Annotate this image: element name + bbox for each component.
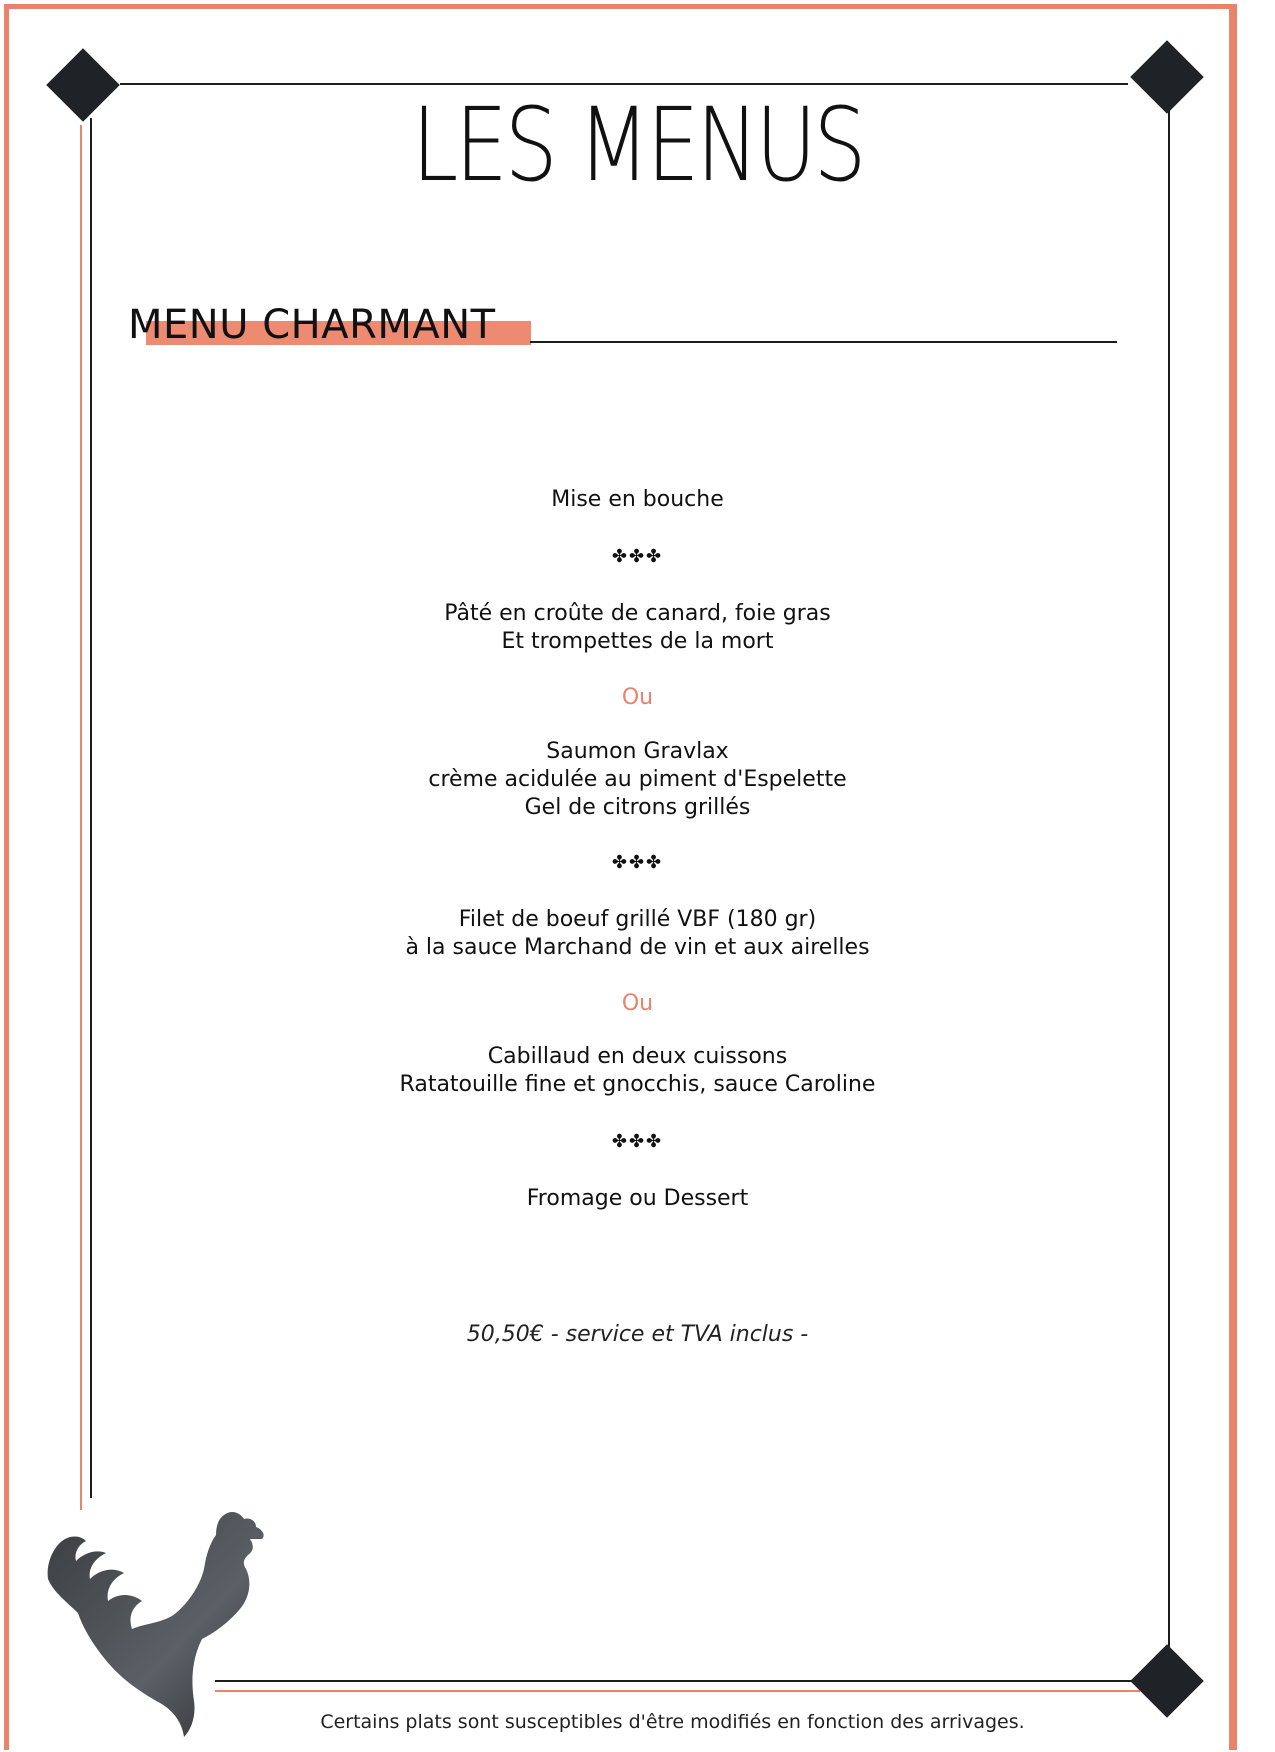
section-title: MENU CHARMANT (128, 302, 496, 348)
or-label-1: Ou (621, 685, 654, 710)
course-finish (0, 1185, 1275, 1213)
separator-1: ✤✤✤ (611, 546, 664, 567)
starter-1-line-2: Et trompettes de la mort (501, 629, 774, 654)
rooster-silhouette-icon (44, 1505, 294, 1740)
section-rule (530, 341, 1117, 343)
starter-2-line-2: crème acidulée au piment d'Espelette (428, 767, 847, 792)
outer-frame (4, 4, 1237, 1750)
starter-1-line-1: Pâté en croûte de canard, foie gras (444, 601, 831, 626)
footer-note: Certains plats sont susceptibles d'être modifiés en fonction des arrivages. (320, 1711, 1025, 1733)
main-2-line-1: Cabillaud en deux cuissons (487, 1044, 788, 1069)
top-rule (120, 83, 1128, 85)
course-main-2 (0, 1043, 1275, 1099)
main-2-line-2: Ratatouille fine et gnocchis, sauce Caroline (399, 1072, 876, 1097)
course-amuse (0, 486, 1275, 514)
bottom-rule (215, 1680, 1140, 1682)
separator-2: ✤✤✤ (611, 852, 664, 873)
bottom-accent-rule (215, 1690, 1140, 1692)
finish-text: Fromage ou Dessert (526, 1186, 749, 1211)
starter-2-line-3: Gel de citrons grillés (524, 795, 751, 820)
right-rule (1168, 108, 1170, 1648)
price-line: 50,50€ - service et TVA inclus - (466, 1322, 809, 1347)
main-1-line-1: Filet de boeuf grillé VBF (180 gr) (458, 907, 817, 932)
course-starter-2 (0, 738, 1275, 822)
starter-2-line-1: Saumon Gravlax (546, 739, 729, 764)
course-starter-1 (0, 600, 1275, 656)
page-title: LES MENUS (411, 86, 864, 205)
main-1-line-2: à la sauce Marchand de vin et aux airelles (405, 935, 870, 960)
amuse-text: Mise en bouche (551, 487, 724, 512)
course-main-1 (0, 906, 1275, 962)
separator-3: ✤✤✤ (611, 1131, 664, 1152)
or-label-2: Ou (621, 991, 654, 1016)
